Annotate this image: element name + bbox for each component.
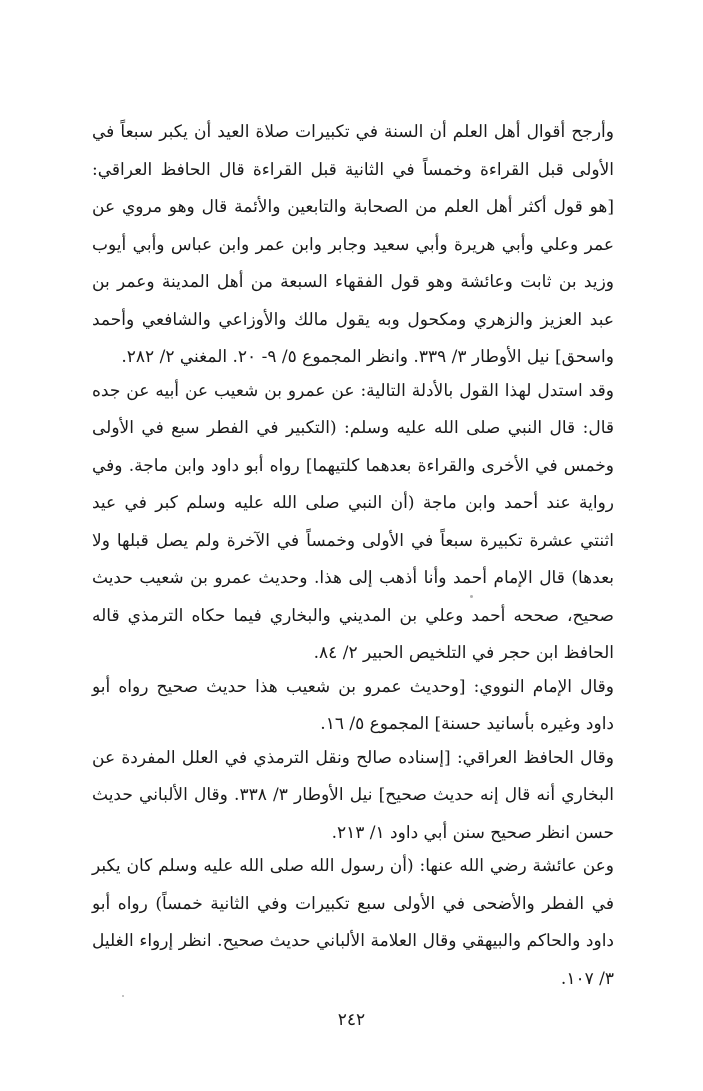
scan-speck — [122, 995, 124, 997]
paragraph-4: وقال الحافظ العراقي: [إسناده صالح ونقل الترمذي في العلل المفردة عن البخاري أنه قال إنه حديث صحيح] نيل الأوطار ٣/ ٣٣٨. وقال الألباني حديث حسن انظر صحيح سنن أبي داود ١/ ٢١٣. — [92, 747, 614, 843]
page-number: ٢٤٢ — [337, 1010, 366, 1030]
page-body — [92, 114, 614, 998]
paragraph-3: وقال الإمام النووي: [وحديث عمرو بن شعيب هذا حديث صحيح رواه أبو داود وغيره بأسانيد حسنة] المجموع ٥/ ١٦. — [92, 676, 614, 734]
paragraph-1: وأرجح أقوال أهل العلم أن السنة في تكبيرات صلاة العيد أن يكبر سبعاً في الأولى قبل القراءة وخمساً في الثانية قبل القراءة قال الحافظ العراقي: [هو قول أكثر أهل العلم من الصحابة والتابعين والأئمة قال وهو مروي عن عمر وعلي وأبي هريرة وأبي سعيد وجابر وابن عمر وابن عباس وأبي أيوب وزيد بن ثابت وعائشة وهو قول الفقهاء السبعة من أهل المدينة وعمر بن عبد العزيز والزهري ومكحول وبه يقول مالك والأوزاعي والشافعي وأحمد واسحق] نيل الأوطار ٣/ ٣٣٩. وانظر المجموع ٥/ ٩- ٢٠. المغني ٢/ ٢٨٢. — [92, 122, 614, 367]
paragraph-2: وقد استدل لهذا القول بالأدلة التالية: عن عمرو بن شعيب عن أبيه عن جده قال: قال النبي صلى الله عليه وسلم: (التكبير في الفطر سبع في الأولى وخمس في الأخرى والقراءة بعدهما كلتيهما] رواه أبو داود وابن ماجة. وفي رواية عند أحمد وابن ماجة (أن النبي صلى الله عليه وسلم كبر في عيد اثنتي عشرة تكبيرة سبعاً في الأولى وخمساً في الآخرة ولم يصل قبلها ولا بعدها) قال الإمام أحمد وأنا أذهب إلى هذا. وحديث عمرو بن شعيب حديث صحيح، صححه أحمد وعلي بن المديني والبخاري فيما حكاه الترمذي قاله الحافظ ابن حجر في التلخيص الحبير ٢/ ٨٤. — [92, 380, 614, 663]
paragraph-5: وعن عائشة رضي الله عنها: (أن رسول الله صلى الله عليه وسلم كان يكبر في الفطر والأضحى في الأولى سبع تكبيرات وفي الثانية خمساً) رواه أبو داود والحاكم والبيهقي وقال العلامة الألباني حديث صحيح. انظر إرواء الغليل ٣/ ١٠٧. — [92, 856, 614, 989]
scan-speck — [470, 595, 473, 598]
